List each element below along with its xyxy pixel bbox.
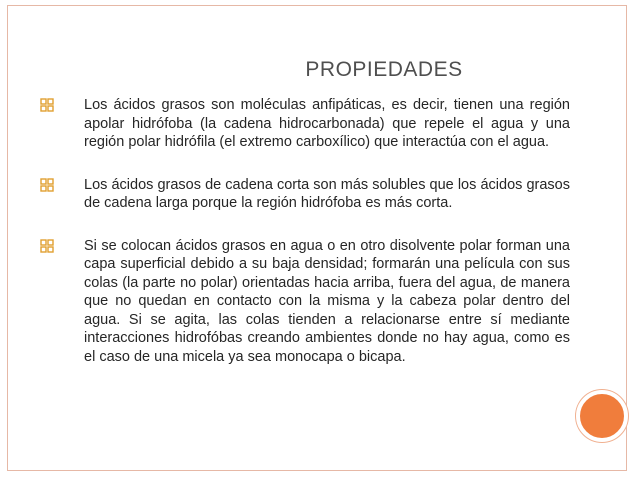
bullet-item-2	[40, 176, 570, 213]
bullet-text: Si se colocan ácidos grasos en agua o en otro disolvente polar forman una capa superficial debido a su baja densidad; formarán una película con sus colas (la parte no polar) orientadas hacia arriba, fuera del agua, de manera que no quedan en contacto con la misma y la cabeza polar dentro del agua. Si se agita, las colas tienden a relacionarse entre sí mediante interacciones hidrofóbas creando ambientes donde no hay agua, como es el caso de una micela ya sea monocapa o bicapa.	[84, 237, 570, 365]
bullet-text: Los ácidos grasos son moléculas anfipáticas, es decir, tienen una región apolar hidrófoba (la cadena hidrocarbonada) que repele el agua y una región polar hidrófila (el extremo carboxílico) que interactúa con el agua.	[84, 97, 570, 150]
hollow-square-bullet-icon	[40, 98, 54, 112]
bullet-item-3	[40, 237, 570, 367]
hollow-square-bullet-icon	[40, 239, 54, 253]
bullet-text: Los ácidos grasos de cadena corta son más solubles que los ácidos grasos de cadena larga porque la región hidrófoba es más corta.	[84, 176, 570, 211]
bullet-list	[40, 96, 570, 390]
decorative-circle	[576, 390, 628, 442]
hollow-square-bullet-icon	[40, 178, 54, 192]
slide-title: PROPIEDADES	[305, 58, 463, 81]
bullet-item-1	[40, 96, 570, 152]
